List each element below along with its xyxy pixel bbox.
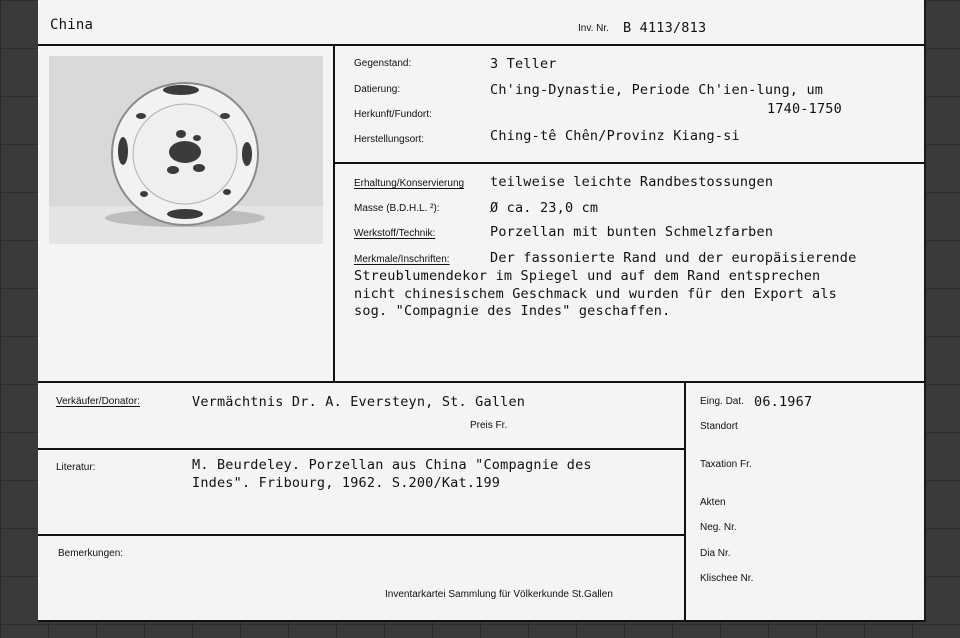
taxation-label: Taxation Fr.: [700, 459, 752, 470]
verkaeufer-label: Verkäufer/Donator:: [56, 396, 140, 407]
werkstoff-value: Porzellan mit bunten Schmelzfarben: [490, 224, 774, 240]
section-divider: [38, 381, 924, 383]
masse-value: Ø ca. 23,0 cm: [490, 200, 599, 216]
werkstoff-label: Werkstoff/Technik:: [354, 228, 436, 239]
herkunft-label: Herkunft/Fundort:: [354, 109, 432, 120]
literatur-label: Literatur:: [56, 462, 96, 473]
datierung-label: Datierung:: [354, 84, 401, 95]
merkmale-label: Merkmale/Inschriften:: [354, 254, 450, 265]
side-column-divider: [684, 381, 686, 622]
klischee-nr-label: Klischee Nr.: [700, 573, 754, 584]
gegenstand-label: Gegenstand:: [354, 58, 412, 69]
neg-nr-label: Neg. Nr.: [700, 522, 737, 533]
bemerkungen-label: Bemerkungen:: [58, 548, 124, 559]
standort-label: Standort: [700, 421, 738, 432]
merkmale-line-3: nicht chinesischem Geschmack und wurden für den Export als: [354, 286, 838, 302]
merkmale-line-4: sog. "Compagnie des Indes" geschaffen.: [354, 303, 671, 319]
erhaltung-label: Erhaltung/Konservierung: [354, 178, 465, 189]
header-divider: [38, 44, 924, 46]
datierung-value-2: 1740-1750: [767, 101, 842, 117]
preis-label: Preis Fr.: [470, 420, 508, 431]
herstellungsort-value: Ching-tê Chên/Provinz Kiang-si: [490, 128, 740, 144]
masse-label: Masse (B.D.H.L. ²):: [354, 203, 440, 214]
inv-nr-label: Inv. Nr.: [578, 23, 609, 34]
card-bottom-edge: [38, 620, 924, 622]
herstellungsort-label: Herstellungsort:: [354, 134, 425, 145]
object-divider: [333, 162, 924, 164]
footer-institution: Inventarkartei Sammlung für Völkerkunde St.Gallen: [385, 589, 613, 600]
plate-photo: [49, 56, 323, 244]
inv-nr-value: B 4113/813: [623, 20, 707, 36]
region-title: China: [50, 17, 94, 33]
akten-label: Akten: [700, 497, 726, 508]
merkmale-line-2: Streublumendekor im Spiegel und auf dem Rand entsprechen: [354, 268, 821, 284]
literatur-divider: [38, 534, 685, 536]
eing-dat-value: 06.1967: [754, 394, 813, 410]
inventory-card: [38, 0, 926, 622]
datierung-value: Ch'ing-Dynastie, Periode Ch'ien-lung, um: [490, 82, 824, 98]
eing-dat-label: Eing. Dat.: [700, 396, 744, 407]
gegenstand-value: 3 Teller: [490, 56, 557, 72]
erhaltung-value: teilweise leichte Randbestossungen: [490, 174, 774, 190]
photo-divider: [333, 44, 335, 382]
merkmale-line-1: Der fassonierte Rand und der europäisierende: [490, 250, 857, 266]
dia-nr-label: Dia Nr.: [700, 548, 731, 559]
literatur-line-2: Indes". Fribourg, 1962. S.200/Kat.199: [192, 475, 501, 491]
verkaeufer-value: Vermächtnis Dr. A. Eversteyn, St. Gallen: [192, 394, 526, 410]
literatur-line-1: M. Beurdeley. Porzellan aus China "Compagnie des: [192, 457, 592, 473]
preis-divider: [38, 448, 685, 450]
